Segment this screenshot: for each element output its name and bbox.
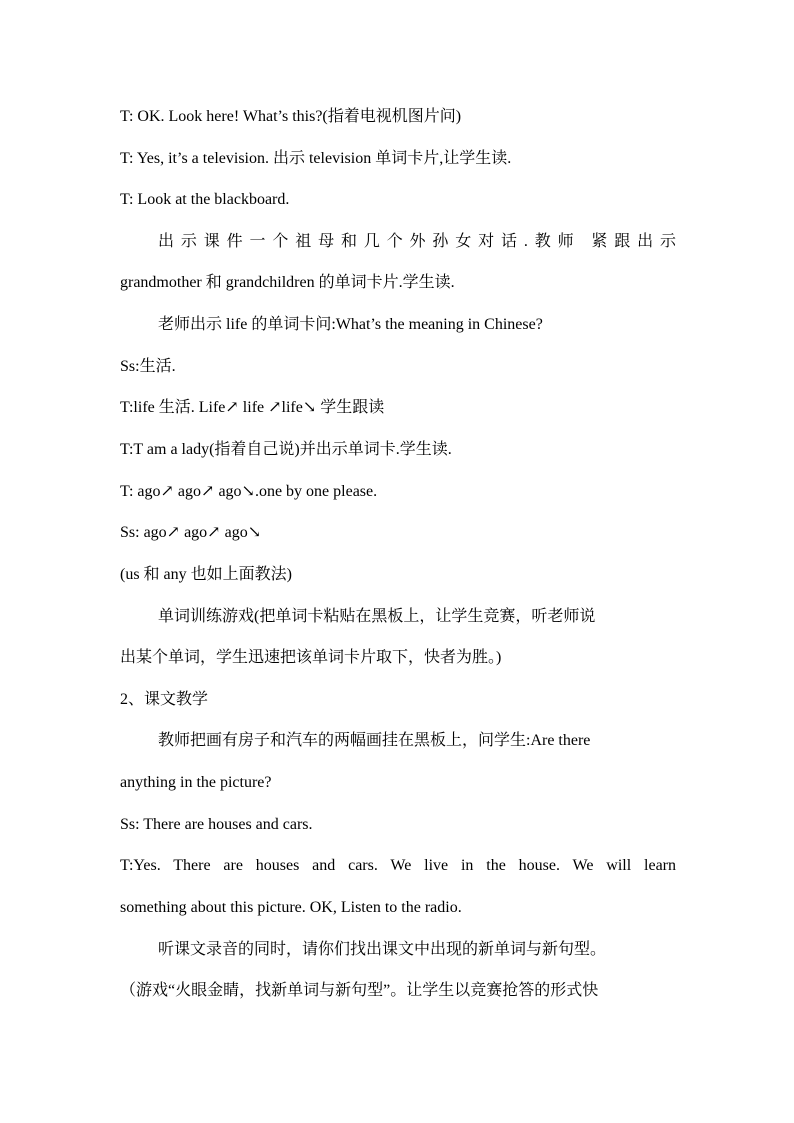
text-line: grandmother 和 grandchildren 的单词卡片.学生读. [120,274,455,291]
text-line: 出示课件一个祖母和几个外孙女对话.教师 紧跟出示 [158,233,676,250]
text-line: (us 和 any 也如上面教法) [120,566,292,583]
text-line: T: ago↗ ago↗ ago↘.one by one please. [120,483,378,500]
text-line: Ss: There are houses and cars. [120,816,313,833]
text-line: T:Yes. There are houses and cars. We live in the house. We will learn [120,857,676,874]
text-line: Ss:生活. [120,358,176,375]
text-line: 单词训练游戏(把单词卡粘贴在黑板上，让学生竞赛，听老师说 [158,608,596,625]
text-line: 教师把画有房子和汽车的两幅画挂在黑板上，问学生:Are there [158,732,591,749]
section-heading: 2、课文教学 [120,691,209,708]
text-line: T: Look at the blackboard. [120,191,290,208]
text-line: Ss: ago↗ ago↗ ago↘ [120,524,262,541]
text-line: 老师出示 life 的单词卡问:What’s the meaning in Chinese? [158,316,543,333]
text-line: something about this picture. OK, Listen to the radio. [120,899,462,916]
text-line: T:T am a lady(指着自己说)并出示单词卡.学生读. [120,441,452,458]
text-line: T:life 生活. Life↗ life ↗life↘ 学生跟读 [120,399,385,416]
text-line: anything in the picture? [120,774,272,791]
text-line: 听课文录音的同时，请你们找出课文中出现的新单词与新句型。 [158,941,607,958]
text-line: 出某个单词，学生迅速把该单词卡片取下，快者为胜。) [120,649,502,666]
text-line: T: OK. Look here! What’s this?(指着电视机图片问) [120,108,462,125]
text-line: T: Yes, it’s a television. 出示 television 单词卡片,让学生读. [120,150,512,167]
text-line: （游戏“火眼金睛，找新单词与新句型”。让学生以竞赛抢答的形式快 [120,982,599,999]
